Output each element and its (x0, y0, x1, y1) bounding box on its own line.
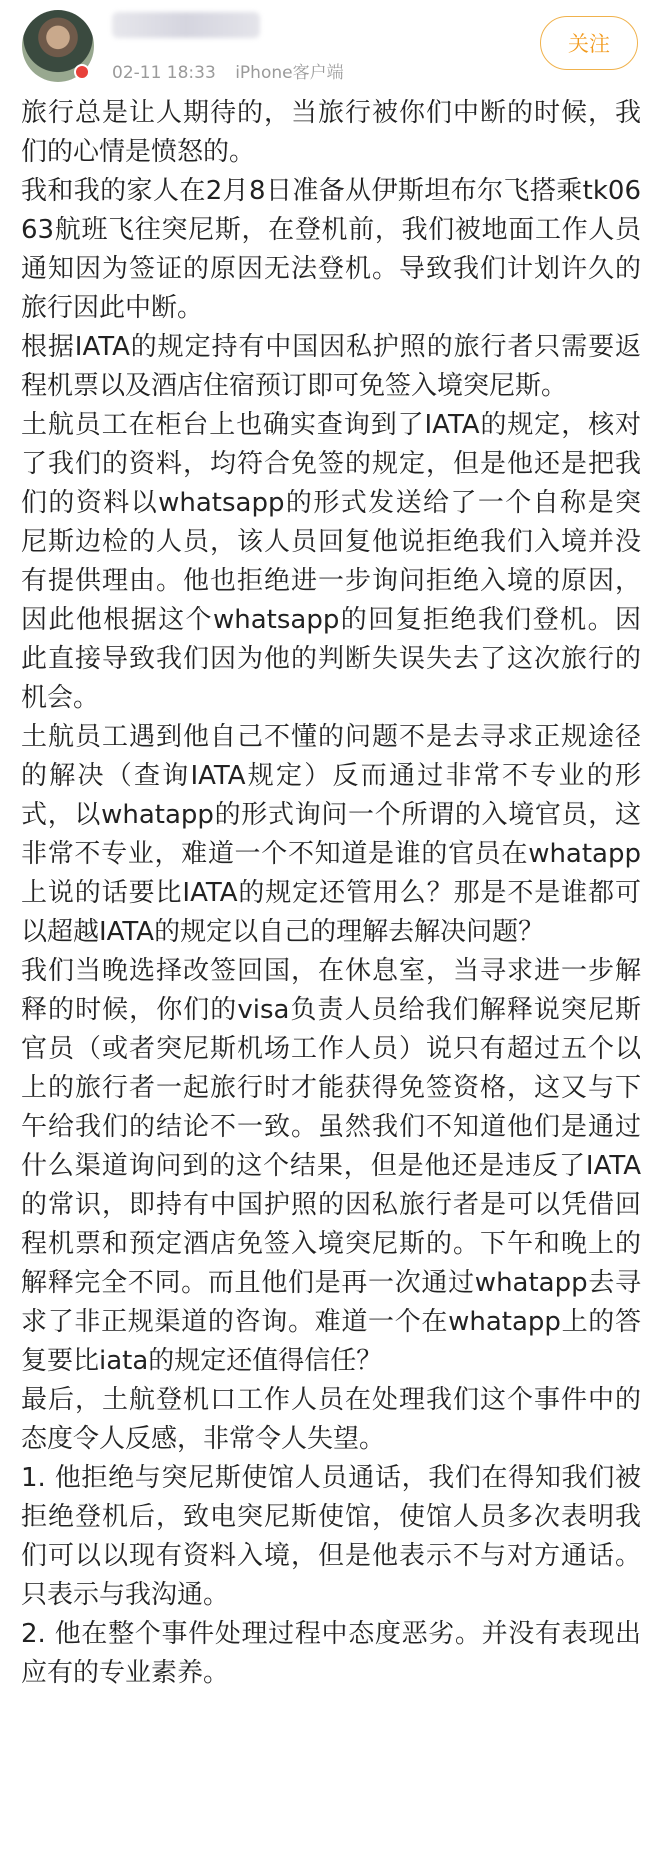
post-meta (112, 58, 344, 83)
post-source: iPhone客户端 (235, 63, 344, 83)
username[interactable] (112, 12, 260, 38)
paragraph: 最后，土航登机口工作人员在处理我们这个事件中的态度令人反感，非常令人失望。 (21, 1385, 641, 1454)
follow-button[interactable]: 关注 (540, 16, 638, 70)
paragraph: 我和我的家人在2月8日准备从伊斯坦布尔飞搭乘tk0663航班飞往突尼斯，在登机前，我们被地面工作人员通知因为签证的原因无法登机。导致我们计划许久的旅行因此中断。 (21, 176, 641, 323)
list-item: 2. 他在整个事件处理过程中态度恶劣。并没有表现出应有的专业素养。 (21, 1619, 641, 1688)
post-content (21, 94, 641, 1693)
list-item: 1. 他拒绝与突尼斯使馆人员通话，我们在得知我们被拒绝登机后，致电突尼斯使馆，使馆人员多次表明我们可以以现有资料入境，但是他表示不与对方通话。只表示与我沟通。 (21, 1463, 641, 1610)
post-timestamp: 02-11 18:33 (112, 63, 216, 83)
verified-badge-icon (74, 64, 90, 80)
post-header (0, 0, 660, 96)
paragraph: 根据IATA的规定持有中国因私护照的旅行者只需要返程机票以及酒店住宿预订即可免签入境突尼斯。 (21, 332, 641, 401)
paragraph: 土航员工在柜台上也确实查询到了IATA的规定，核对了我们的资料，均符合免签的规定，但是他还是把我们的资料以whatsapp的形式发送给了一个自称是突尼斯边检的人员，该人员回复他说拒绝我们入境并没有提供理由。他也拒绝进一步询问拒绝入境的原因，因此他根据这个whatsapp的回复拒绝我们登机。因此直接导致我们因为他的判断失误失去了这次旅行的机会。 (21, 410, 641, 713)
paragraph: 我们当晚选择改签回国，在休息室，当寻求进一步解释的时候，你们的visa负责人员给我们解释说突尼斯官员（或者突尼斯机场工作人员）说只有超过五个以上的旅行者一起旅行时才能获得免签资格，这又与下午给我们的结论不一致。虽然我们不知道他们是通过什么渠道询问到的这个结果，但是他还是违反了IATA的常识，即持有中国护照的因私旅行者是可以凭借回程机票和预定酒店免签入境突尼斯的。下午和晚上的解释完全不同。而且他们是再一次通过whatapp去寻求了非正规渠道的咨询。难道一个在whatapp上的答复要比iata的规定还值得信任？ (21, 956, 641, 1376)
paragraph: 土航员工遇到他自己不懂的问题不是去寻求正规途径的解决（查询IATA规定）反而通过非常不专业的形式，以whatapp的形式询问一个所谓的入境官员，这非常不专业，难道一个不知道是谁的官员在whatapp上说的话要比IATA的规定还管用么？那是不是谁都可以超越IATA的规定以自己的理解去解决问题？ (21, 722, 641, 947)
paragraph: 旅行总是让人期待的，当旅行被你们中断的时候，我们的心情是愤怒的。 (21, 98, 641, 167)
